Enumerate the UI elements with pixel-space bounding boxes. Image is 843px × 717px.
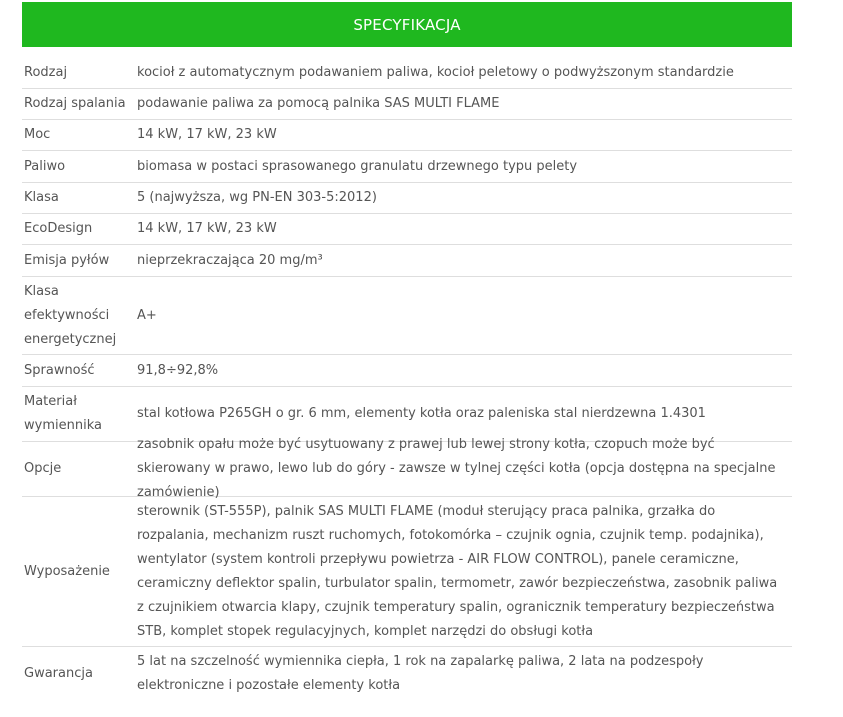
spec-label: Wyposażenie xyxy=(24,563,110,579)
spec-row-klasa-efektywnosci xyxy=(22,276,792,354)
spec-value: sterownik (ST-555P), palnik SAS MULTI FLAME (moduł sterujący praca palnika, grzałka do rozpalania, mechanizm ruszt ruchomych, fotokomórka – czujnik ognia, czujnik temp. podajnika), wentylator (system kontroli przepływu powietrza - AIR FLOW CONTROL), panele ceramiczne, ceramiczny deflektor spalin, turbulator spalin, termometr, zawór bezpieczeństwa, zasobnik paliwa z czujnikiem otwarcia klapy, czujnik temperatury spalin, ogranicznik temperatury bezpieczeństwa STB, komplet stopek regulacyjnych, komplet narzędzi do obsługi kotła xyxy=(137,503,778,639)
spec-row-rodzaj-spalania xyxy=(22,88,792,119)
spec-row-sprawnosc xyxy=(22,354,792,386)
spec-label: Opcje xyxy=(24,461,62,476)
spec-label: Gwarancja xyxy=(24,666,93,681)
spec-section xyxy=(22,0,792,701)
spec-row-moc xyxy=(22,119,792,150)
spec-value: 5 lat na szczelność wymiennika ciepła, 1 rok na zapalarkę paliwa, 2 lata na podzespoły elektroniczne i pozostałe elementy kotła xyxy=(137,654,704,693)
spec-label: Rodzaj spalania xyxy=(24,96,126,111)
spec-value: stal kotłowa P265GH o gr. 6 mm, elementy kotła oraz paleniska stal nierdzewna 1.4301 xyxy=(137,406,706,421)
spec-row-wyposazenie xyxy=(22,496,792,646)
spec-label: Materiał wymiennika xyxy=(24,394,102,433)
spec-value: zasobnik opału może być usytuowany z prawej lub lewej strony kotła, czopuch może być skierowany w prawo, lewo lub do góry - zawsze w tylnej części kotła (opcja dostępna na specjalne zamówienie) xyxy=(137,437,776,500)
spec-value: podawanie paliwa za pomocą palnika SAS MULTI FLAME xyxy=(137,96,500,111)
spec-row-opcje xyxy=(22,437,792,500)
spec-row-paliwo xyxy=(22,150,792,182)
spec-row-emisja xyxy=(22,244,792,276)
spec-label: Rodzaj xyxy=(24,65,68,80)
spec-row-ecodesign xyxy=(22,213,792,244)
spec-value: kocioł z automatycznym podawaniem paliwa, kocioł peletowy o podwyższonym standardzie xyxy=(137,65,734,80)
spec-label: Sprawność xyxy=(24,362,95,378)
spec-label: Moc xyxy=(24,127,51,142)
spec-value: 5 (najwyższa, wg PN-EN 303-5:2012) xyxy=(137,190,377,205)
spec-title: SPECYFIKACJA xyxy=(353,15,461,34)
spec-value: biomasa w postaci sprasowanego granulatu drzewnego typu pelety xyxy=(137,158,578,174)
spec-value: 14 kW, 17 kW, 23 kW xyxy=(137,221,277,236)
spec-row-klasa xyxy=(22,182,792,213)
spec-label: Klasa efektywności energetycznej xyxy=(24,283,117,347)
spec-value: 91,8÷92,8% xyxy=(137,362,219,378)
spec-value: nieprzekraczająca 20 mg/m³ xyxy=(137,252,323,268)
spec-value: A+ xyxy=(137,307,157,323)
spec-label: Klasa xyxy=(24,190,59,205)
spec-label: Emisja pyłów xyxy=(24,252,110,268)
spec-header xyxy=(22,2,792,47)
spec-label: Paliwo xyxy=(24,158,66,174)
spec-row-gwarancja xyxy=(22,646,792,701)
spec-label: EcoDesign xyxy=(24,221,93,236)
spec-table xyxy=(22,58,792,701)
spec-row-rodzaj xyxy=(22,58,792,88)
spec-value: 14 kW, 17 kW, 23 kW xyxy=(137,127,277,142)
